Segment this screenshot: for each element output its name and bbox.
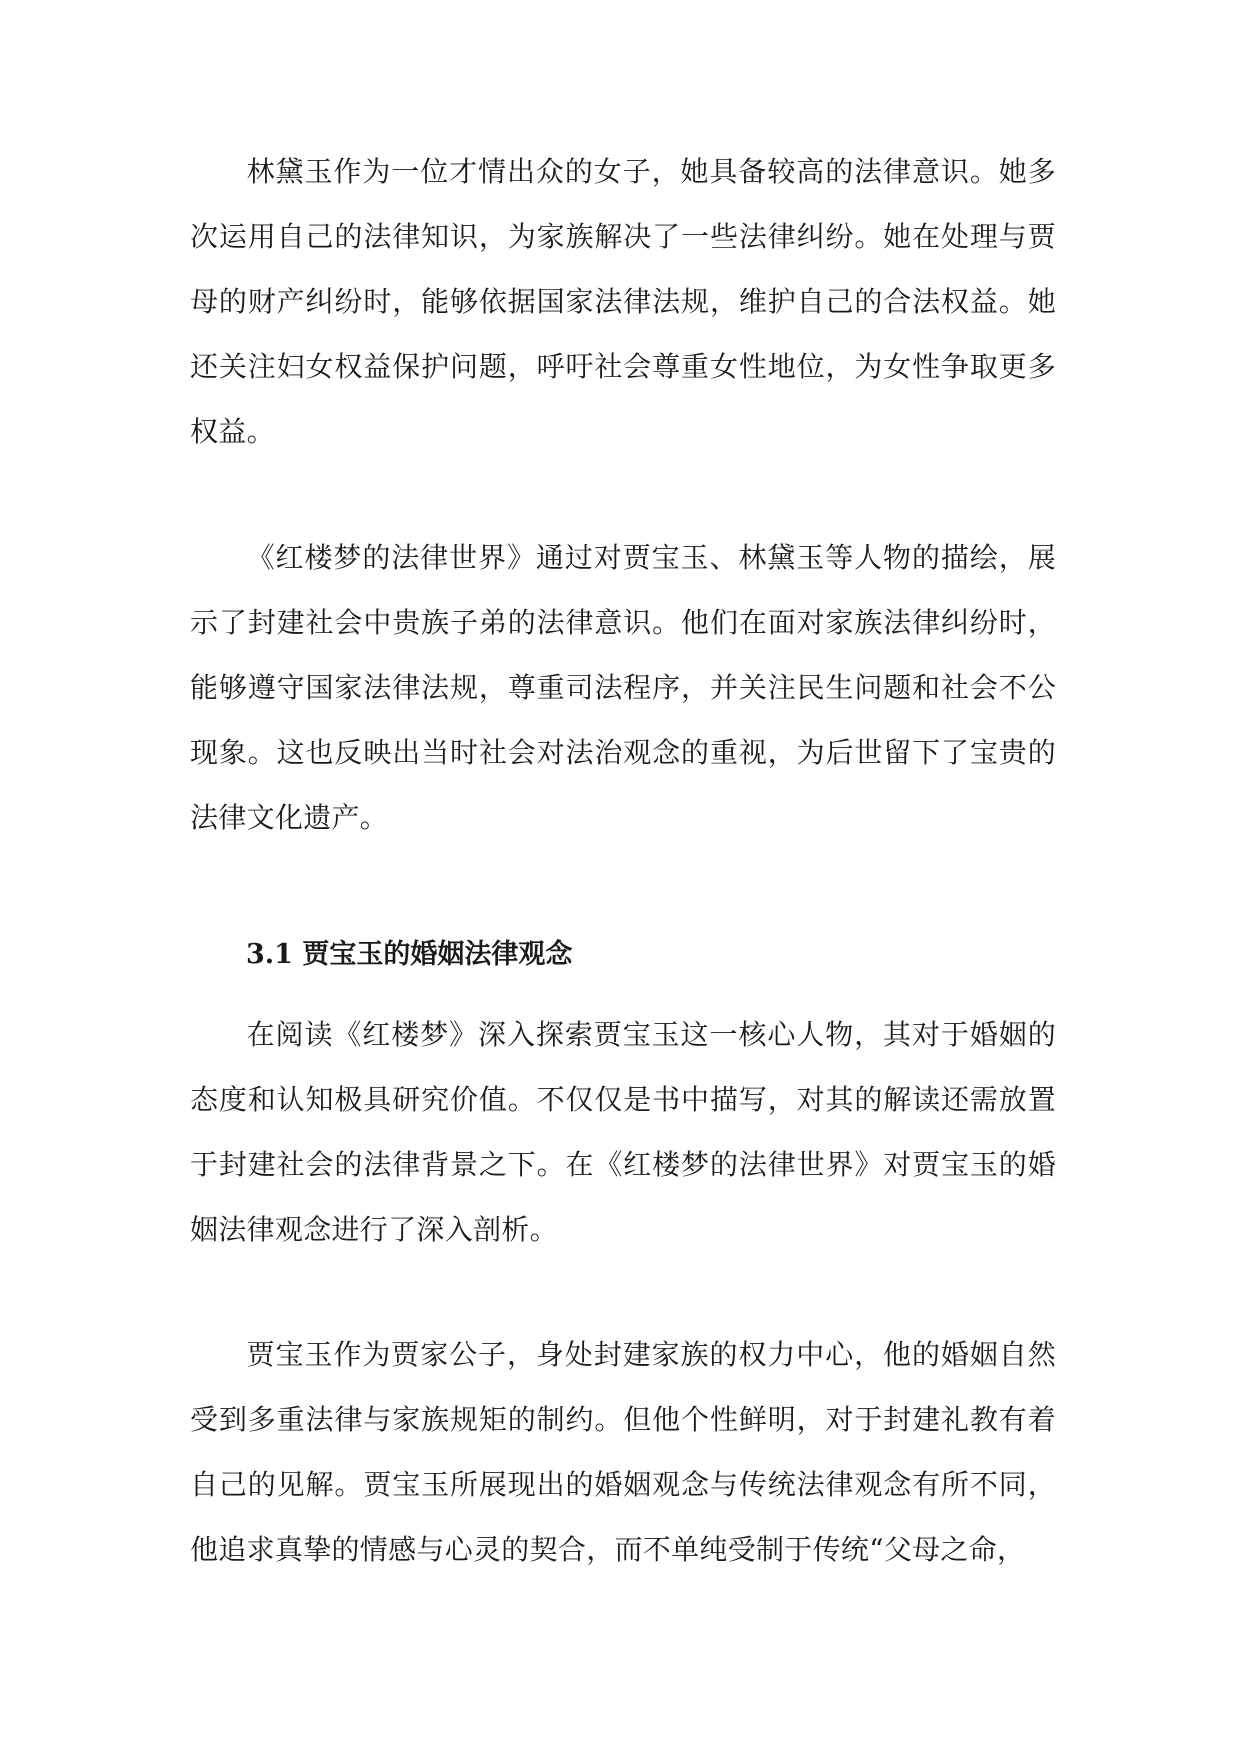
paragraph-text: 贾宝玉作为贾家公子，身处封建家族的权力中心，他的婚姻自然受到多重法律与家族规矩的制约。但他个性鲜明，对于封建礼教有着自己的见解。贾宝玉所展现出的婚姻观念与传统法律观念有所不同，他追求真挚的情感与心灵的契合，而不单纯受制于传统“父母之命， <box>190 1338 1056 1566</box>
paragraph-baoyu-intro <box>190 1002 1056 1262</box>
paragraph-text: 在阅读《红楼梦》深入探索贾宝玉这一核心人物，其对于婚姻的态度和认知极具研究价值。不仅仅是书中描写，对其的解读还需放置于封建社会的法律背景之下。在《红楼梦的法律世界》对贾宝玉的婚姻法律观念进行了深入剖析。 <box>190 1018 1056 1246</box>
paragraph-text: 《红楼梦的法律世界》通过对贾宝玉、林黛玉等人物的描绘，展示了封建社会中贵族子弟的法律意识。他们在面对家族法律纠纷时，能够遵守国家法律法规，尊重司法程序，并关注民生问题和社会不公现象。这也反映出当时社会对法治观念的重视，为后世留下了宝贵的法律文化遗产。 <box>190 541 1056 834</box>
paragraph-baoyu-marriage <box>190 1322 1056 1582</box>
paragraph-lin-daiyu <box>190 139 1056 464</box>
paragraph-legal-world-summary <box>190 525 1056 850</box>
paragraph-text: 林黛玉作为一位才情出众的女子，她具备较高的法律意识。她多次运用自己的法律知识，为家族解决了一些法律纠纷。她在处理与贾母的财产纠纷时，能够依据国家法律法规，维护自己的合法权益。她还关注妇女权益保护问题，呼吁社会尊重女性地位，为女性争取更多权益。 <box>190 155 1056 448</box>
section-heading: 3.1 贾宝玉的婚姻法律观念 <box>246 939 573 970</box>
